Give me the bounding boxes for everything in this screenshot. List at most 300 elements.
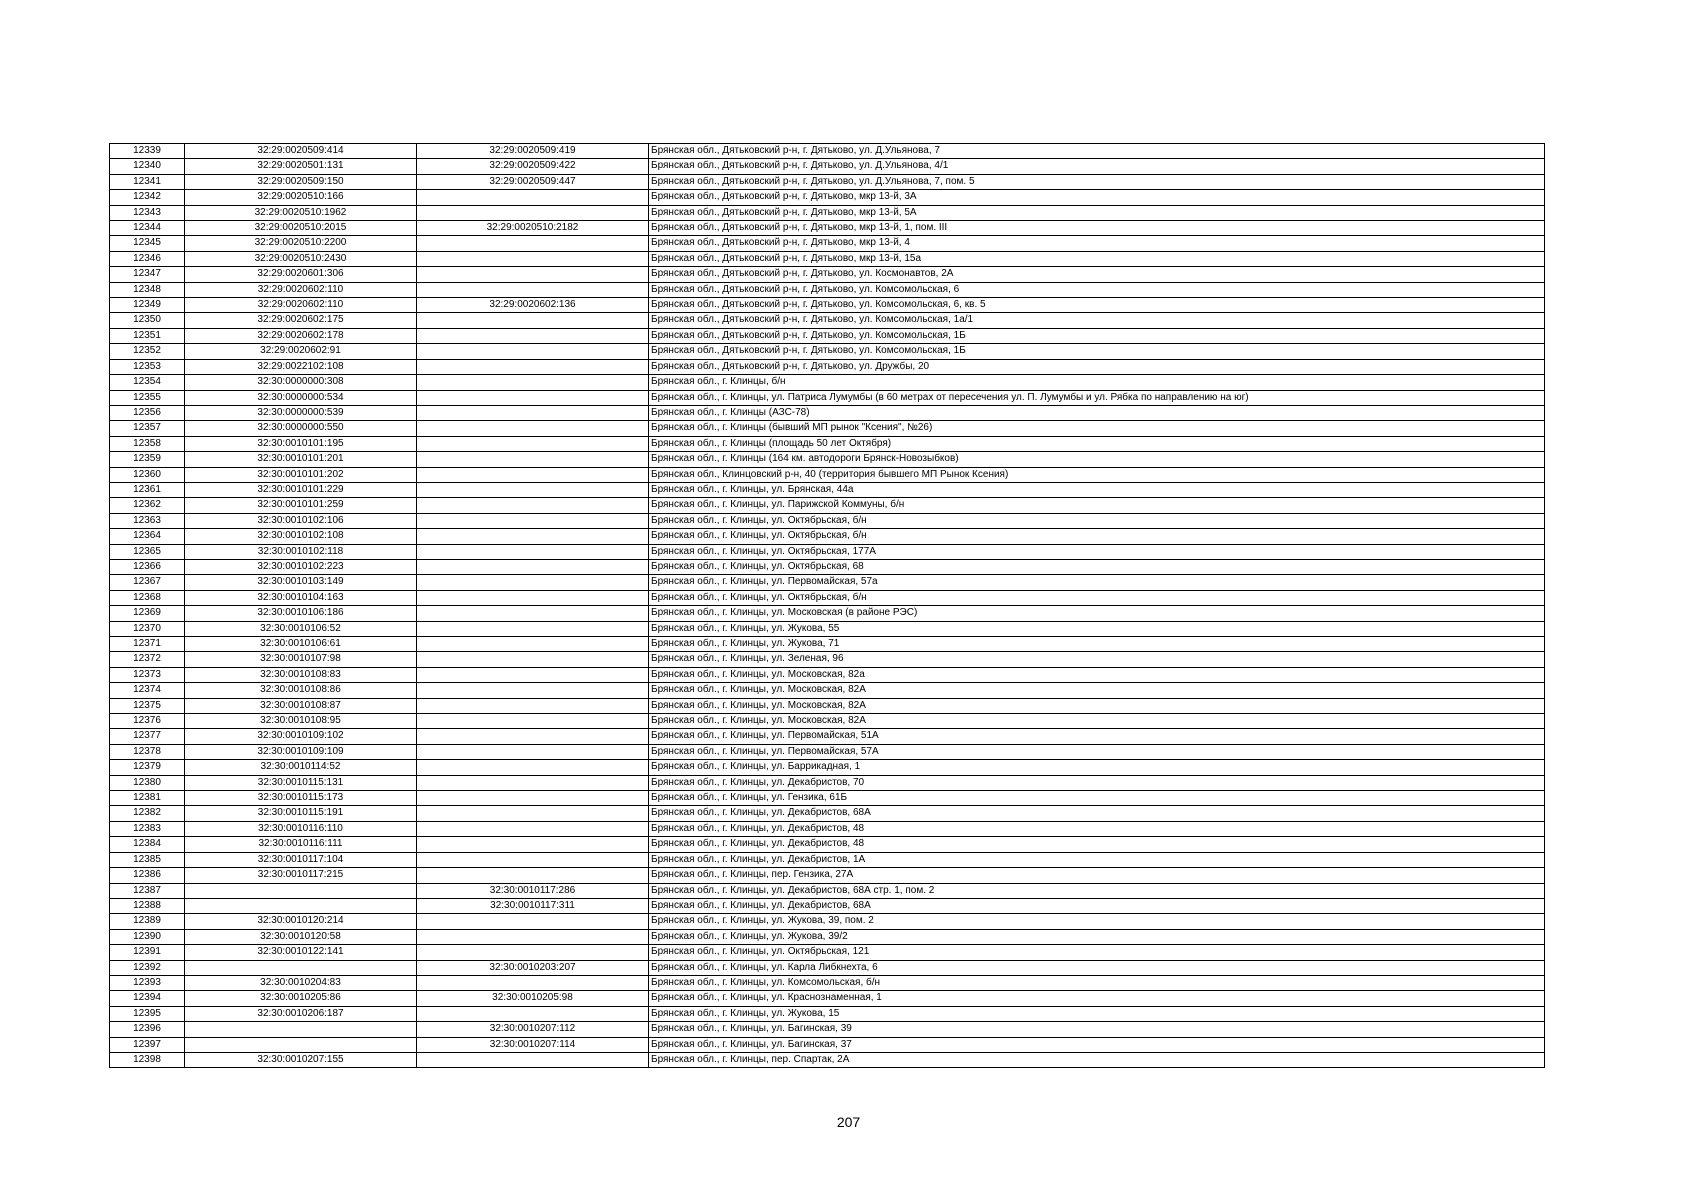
cadastral-number-cell: 32:30:0010107:98 [185,652,417,667]
table-row [110,529,1545,544]
cadastral-number-cell: 32:30:0010108:86 [185,683,417,698]
address-cell: Брянская обл., г. Клинцы, ул. Октябрьская, б/н [649,529,1545,544]
address-cell: Брянская обл., г. Клинцы (АЗС-78) [649,405,1545,420]
address-cell: Брянская обл., Дятьковский р-н, г. Дятьково, мкр 13-й, 4 [649,236,1545,251]
address-cell: Брянская обл., г. Клинцы, ул. Первомайская, 51А [649,729,1545,744]
row-number-cell: 12395 [110,1006,185,1021]
related-cadastral-number-cell [417,929,649,944]
address-cell: Брянская обл., г. Клинцы (площадь 50 лет Октября) [649,436,1545,451]
table-row [110,513,1545,528]
row-number-cell: 12360 [110,467,185,482]
cadastral-number-cell: 32:30:0010101:259 [185,498,417,513]
row-number-cell: 12363 [110,513,185,528]
cadastral-number-cell: 32:30:0010102:223 [185,559,417,574]
address-cell: Брянская обл., г. Клинцы, ул. Брянская, 44а [649,482,1545,497]
cadastral-number-cell: 32:30:0010101:195 [185,436,417,451]
table-row [110,421,1545,436]
table-row [110,960,1545,975]
cadastral-number-cell: 32:30:0010108:95 [185,714,417,729]
address-cell: Брянская обл., г. Клинцы (бывший МП рынок "Ксения", №26) [649,421,1545,436]
address-cell: Брянская обл., г. Клинцы, ул. Багинская, 37 [649,1037,1545,1052]
table-row [110,267,1545,282]
cadastral-number-cell: 32:29:0020602:110 [185,298,417,313]
related-cadastral-number-cell [417,698,649,713]
row-number-cell: 12342 [110,190,185,205]
related-cadastral-number-cell [417,190,649,205]
cadastral-number-cell: 32:30:0010115:191 [185,806,417,821]
table-row [110,575,1545,590]
cadastral-number-cell: 32:29:0020510:2430 [185,251,417,266]
row-number-cell: 12373 [110,667,185,682]
address-cell: Брянская обл., г. Клинцы, ул. Гензика, 61Б [649,791,1545,806]
row-number-cell: 12366 [110,559,185,574]
table-row [110,868,1545,883]
cadastral-number-cell: 32:29:0020602:175 [185,313,417,328]
address-cell: Брянская обл., г. Клинцы, ул. Карла Либкнехта, 6 [649,960,1545,975]
cadastral-number-cell [185,960,417,975]
table-row [110,975,1545,990]
address-cell: Брянская обл., Дятьковский р-н, г. Дятьково, ул. Д.Ульянова, 7 [649,144,1545,159]
cadastral-number-cell: 32:30:0010101:229 [185,482,417,497]
cadastral-number-cell: 32:30:0000000:539 [185,405,417,420]
related-cadastral-number-cell [417,313,649,328]
address-cell: Брянская обл., г. Клинцы, ул. Баррикадная, 1 [649,760,1545,775]
related-cadastral-number-cell [417,945,649,960]
row-number-cell: 12341 [110,174,185,189]
cadastral-number-cell: 32:29:0020510:166 [185,190,417,205]
related-cadastral-number-cell: 32:30:0010203:207 [417,960,649,975]
address-cell: Брянская обл., г. Клинцы, ул. Первомайская, 57А [649,744,1545,759]
row-number-cell: 12347 [110,267,185,282]
property-registry-table [109,143,1545,1068]
row-number-cell: 12372 [110,652,185,667]
row-number-cell: 12378 [110,744,185,759]
row-number-cell: 12358 [110,436,185,451]
related-cadastral-number-cell [417,714,649,729]
table-row [110,1006,1545,1021]
table-row [110,590,1545,605]
table-row [110,467,1545,482]
table-row [110,652,1545,667]
related-cadastral-number-cell [417,236,649,251]
address-cell: Брянская обл., г. Клинцы, ул. Жукова, 39/2 [649,929,1545,944]
cadastral-number-cell: 32:29:0020602:178 [185,328,417,343]
row-number-cell: 12339 [110,144,185,159]
related-cadastral-number-cell: 32:30:0010117:286 [417,883,649,898]
address-cell: Брянская обл., г. Клинцы, пер. Гензика, 27А [649,868,1545,883]
row-number-cell: 12354 [110,375,185,390]
page-number: 207 [836,1114,861,1130]
related-cadastral-number-cell [417,359,649,374]
row-number-cell: 12357 [110,421,185,436]
related-cadastral-number-cell [417,729,649,744]
row-number-cell: 12394 [110,991,185,1006]
row-number-cell: 12396 [110,1022,185,1037]
address-cell: Брянская обл., г. Клинцы, ул. Жукова, 55 [649,621,1545,636]
cadastral-number-cell: 32:30:0010108:83 [185,667,417,682]
row-number-cell: 12343 [110,205,185,220]
related-cadastral-number-cell [417,544,649,559]
cadastral-number-cell: 32:30:0010120:214 [185,914,417,929]
cadastral-number-cell: 32:30:0010101:201 [185,452,417,467]
address-cell: Брянская обл., Дятьковский р-н, г. Дятьково, ул. Д.Ульянова, 7, пом. 5 [649,174,1545,189]
table-row [110,821,1545,836]
table-row [110,714,1545,729]
cadastral-number-cell: 32:30:0010109:109 [185,744,417,759]
related-cadastral-number-cell [417,529,649,544]
table-row [110,929,1545,944]
cadastral-number-cell: 32:29:0022102:108 [185,359,417,374]
row-number-cell: 12368 [110,590,185,605]
row-number-cell: 12355 [110,390,185,405]
cadastral-number-cell: 32:29:0020510:1962 [185,205,417,220]
address-cell: Брянская обл., г. Клинцы, ул. Жукова, 71 [649,637,1545,652]
row-number-cell: 12384 [110,837,185,852]
related-cadastral-number-cell [417,837,649,852]
related-cadastral-number-cell [417,821,649,836]
cadastral-number-cell [185,898,417,913]
row-number-cell: 12381 [110,791,185,806]
table-row [110,637,1545,652]
cadastral-number-cell: 32:30:0010122:141 [185,945,417,960]
related-cadastral-number-cell [417,806,649,821]
table-row [110,775,1545,790]
address-cell: Брянская обл., г. Клинцы, ул. Парижской Коммуны, б/н [649,498,1545,513]
table-row [110,791,1545,806]
related-cadastral-number-cell: 32:29:0020509:419 [417,144,649,159]
related-cadastral-number-cell: 32:30:0010205:98 [417,991,649,1006]
cadastral-number-cell: 32:30:0010114:52 [185,760,417,775]
table-row [110,744,1545,759]
table-row [110,806,1545,821]
cadastral-number-cell [185,1037,417,1052]
cadastral-number-cell: 32:30:0010102:118 [185,544,417,559]
table-row [110,683,1545,698]
address-cell: Брянская обл., Дятьковский р-н, г. Дятьково, ул. Комсомольская, 1а/1 [649,313,1545,328]
row-number-cell: 12352 [110,344,185,359]
related-cadastral-number-cell: 32:29:0020510:2182 [417,221,649,236]
table-row [110,837,1545,852]
table-row [110,544,1545,559]
cadastral-number-cell: 32:30:0010115:131 [185,775,417,790]
table-row [110,729,1545,744]
row-number-cell: 12370 [110,621,185,636]
row-number-cell: 12389 [110,914,185,929]
related-cadastral-number-cell: 32:29:0020509:447 [417,174,649,189]
address-cell: Брянская обл., Дятьковский р-н, г. Дятьково, ул. Комсомольская, 6, кв. 5 [649,298,1545,313]
cadastral-number-cell: 32:29:0020602:91 [185,344,417,359]
related-cadastral-number-cell [417,559,649,574]
related-cadastral-number-cell: 32:29:0020509:422 [417,159,649,174]
cadastral-number-cell: 32:30:0010101:202 [185,467,417,482]
address-cell: Брянская обл., г. Клинцы, ул. Московская, 82А [649,698,1545,713]
address-cell: Брянская обл., г. Клинцы, ул. Октябрьская, б/н [649,590,1545,605]
cadastral-number-cell: 32:30:0010106:61 [185,637,417,652]
table-row [110,174,1545,189]
cadastral-number-cell: 32:29:0020601:306 [185,267,417,282]
cadastral-number-cell: 32:29:0020509:414 [185,144,417,159]
related-cadastral-number-cell [417,498,649,513]
table-row [110,405,1545,420]
related-cadastral-number-cell [417,667,649,682]
cadastral-number-cell: 32:29:0020510:2200 [185,236,417,251]
row-number-cell: 12386 [110,868,185,883]
related-cadastral-number-cell [417,251,649,266]
related-cadastral-number-cell [417,344,649,359]
address-cell: Брянская обл., г. Клинцы, б/н [649,375,1545,390]
cadastral-number-cell: 32:30:0010117:104 [185,852,417,867]
row-number-cell: 12356 [110,405,185,420]
table-row [110,621,1545,636]
address-cell: Брянская обл., г. Клинцы, ул. Декабристов, 48 [649,821,1545,836]
table-row [110,945,1545,960]
cadastral-number-cell [185,883,417,898]
related-cadastral-number-cell [417,760,649,775]
related-cadastral-number-cell [417,914,649,929]
cadastral-number-cell: 32:30:0010115:173 [185,791,417,806]
address-cell: Брянская обл., Дятьковский р-н, г. Дятьково, ул. Д.Ульянова, 4/1 [649,159,1545,174]
address-cell: Брянская обл., г. Клинцы, ул. Патриса Лумумбы (в 60 метрах от пересечения ул. П. Лумумбы и ул. Рябка по направлению на юг) [649,390,1545,405]
table-row [110,221,1545,236]
related-cadastral-number-cell [417,868,649,883]
table-row [110,390,1545,405]
cadastral-number-cell: 32:30:0010106:52 [185,621,417,636]
related-cadastral-number-cell [417,1006,649,1021]
row-number-cell: 12365 [110,544,185,559]
related-cadastral-number-cell [417,621,649,636]
row-number-cell: 12383 [110,821,185,836]
row-number-cell: 12346 [110,251,185,266]
related-cadastral-number-cell [417,405,649,420]
table-row [110,190,1545,205]
address-cell: Брянская обл., г. Клинцы, ул. Краснознаменная, 1 [649,991,1545,1006]
table-row [110,452,1545,467]
address-cell: Брянская обл., г. Клинцы, ул. Декабристов, 68А [649,806,1545,821]
related-cadastral-number-cell [417,791,649,806]
row-number-cell: 12340 [110,159,185,174]
row-number-cell: 12350 [110,313,185,328]
cadastral-number-cell: 32:30:0010102:108 [185,529,417,544]
related-cadastral-number-cell [417,375,649,390]
address-cell: Брянская обл., Дятьковский р-н, г. Дятьково, ул. Космонавтов, 2А [649,267,1545,282]
table-row [110,344,1545,359]
row-number-cell: 12379 [110,760,185,775]
related-cadastral-number-cell [417,467,649,482]
address-cell: Брянская обл., г. Клинцы, ул. Октябрьская, б/н [649,513,1545,528]
cadastral-number-cell: 32:30:0010106:186 [185,606,417,621]
related-cadastral-number-cell: 32:30:0010117:311 [417,898,649,913]
table-row [110,375,1545,390]
address-cell: Брянская обл., г. Клинцы, ул. Комсомольская, б/н [649,975,1545,990]
address-cell: Брянская обл., г. Клинцы, ул. Октябрьская, 177А [649,544,1545,559]
row-number-cell: 12380 [110,775,185,790]
cadastral-number-cell: 32:30:0010204:83 [185,975,417,990]
address-cell: Брянская обл., Дятьковский р-н, г. Дятьково, ул. Комсомольская, 1Б [649,328,1545,343]
address-cell: Брянская обл., Дятьковский р-н, г. Дятьково, ул. Комсомольская, 1Б [649,344,1545,359]
address-cell: Брянская обл., Дятьковский р-н, г. Дятьково, мкр 13-й, 3А [649,190,1545,205]
address-cell: Брянская обл., г. Клинцы, ул. Московская (в районе РЭС) [649,606,1545,621]
table-row [110,991,1545,1006]
related-cadastral-number-cell [417,267,649,282]
table-row [110,251,1545,266]
row-number-cell: 12369 [110,606,185,621]
related-cadastral-number-cell [417,975,649,990]
address-cell: Брянская обл., г. Клинцы, ул. Жукова, 15 [649,1006,1545,1021]
table-row [110,328,1545,343]
related-cadastral-number-cell [417,513,649,528]
table-row [110,1022,1545,1037]
table-row [110,914,1545,929]
cadastral-number-cell: 32:30:0010103:149 [185,575,417,590]
row-number-cell: 12397 [110,1037,185,1052]
row-number-cell: 12349 [110,298,185,313]
cadastral-number-cell: 32:29:0020501:131 [185,159,417,174]
row-number-cell: 12377 [110,729,185,744]
row-number-cell: 12367 [110,575,185,590]
table-row [110,498,1545,513]
related-cadastral-number-cell [417,390,649,405]
related-cadastral-number-cell [417,575,649,590]
related-cadastral-number-cell: 32:29:0020602:136 [417,298,649,313]
related-cadastral-number-cell [417,328,649,343]
related-cadastral-number-cell [417,775,649,790]
registry-table-body [110,144,1545,1068]
address-cell: Брянская обл., г. Клинцы, ул. Декабристов, 68А стр. 1, пом. 2 [649,883,1545,898]
address-cell: Брянская обл., г. Клинцы, ул. Зеленая, 96 [649,652,1545,667]
table-row [110,1052,1545,1067]
address-cell: Брянская обл., г. Клинцы, ул. Багинская, 39 [649,1022,1545,1037]
related-cadastral-number-cell [417,421,649,436]
related-cadastral-number-cell [417,744,649,759]
related-cadastral-number-cell [417,282,649,297]
address-cell: Брянская обл., Дятьковский р-н, г. Дятьково, мкр 13-й, 5А [649,205,1545,220]
row-number-cell: 12361 [110,482,185,497]
row-number-cell: 12398 [110,1052,185,1067]
related-cadastral-number-cell [417,1052,649,1067]
cadastral-number-cell: 32:29:0020602:110 [185,282,417,297]
address-cell: Брянская обл., г. Клинцы, ул. Московская, 82А [649,714,1545,729]
cadastral-number-cell: 32:30:0010207:155 [185,1052,417,1067]
table-row [110,606,1545,621]
related-cadastral-number-cell [417,205,649,220]
address-cell: Брянская обл., г. Клинцы (164 км. автодороги Брянск-Новозыбков) [649,452,1545,467]
table-row [110,1037,1545,1052]
table-row [110,559,1545,574]
row-number-cell: 12374 [110,683,185,698]
address-cell: Брянская обл., г. Клинцы, ул. Декабристов, 1А [649,852,1545,867]
cadastral-number-cell: 32:30:0000000:308 [185,375,417,390]
address-cell: Брянская обл., Дятьковский р-н, г. Дятьково, ул. Дружбы, 20 [649,359,1545,374]
related-cadastral-number-cell [417,482,649,497]
cadastral-number-cell: 32:30:0010116:110 [185,821,417,836]
row-number-cell: 12359 [110,452,185,467]
row-number-cell: 12375 [110,698,185,713]
address-cell: Брянская обл., г. Клинцы, ул. Октябрьская, 121 [649,945,1545,960]
table-row [110,698,1545,713]
table-row [110,205,1545,220]
cadastral-number-cell: 32:30:0000000:534 [185,390,417,405]
row-number-cell: 12382 [110,806,185,821]
table-row [110,436,1545,451]
cadastral-number-cell: 32:30:0010104:163 [185,590,417,605]
row-number-cell: 12351 [110,328,185,343]
related-cadastral-number-cell [417,637,649,652]
related-cadastral-number-cell [417,436,649,451]
address-cell: Брянская обл., г. Клинцы, ул. Октябрьская, 68 [649,559,1545,574]
table-row [110,282,1545,297]
row-number-cell: 12362 [110,498,185,513]
related-cadastral-number-cell [417,590,649,605]
row-number-cell: 12371 [110,637,185,652]
table-row [110,667,1545,682]
table-row [110,898,1545,913]
table-row [110,760,1545,775]
address-cell: Брянская обл., г. Клинцы, ул. Жукова, 39, пом. 2 [649,914,1545,929]
address-cell: Брянская обл., Дятьковский р-н, г. Дятьково, мкр 13-й, 15а [649,251,1545,266]
row-number-cell: 12392 [110,960,185,975]
row-number-cell: 12387 [110,883,185,898]
related-cadastral-number-cell [417,652,649,667]
cadastral-number-cell: 32:30:0010205:86 [185,991,417,1006]
row-number-cell: 12388 [110,898,185,913]
row-number-cell: 12391 [110,945,185,960]
address-cell: Брянская обл., г. Клинцы, ул. Декабристов, 70 [649,775,1545,790]
cadastral-number-cell: 32:30:0010120:58 [185,929,417,944]
table-row [110,883,1545,898]
address-cell: Брянская обл., г. Клинцы, ул. Декабристов, 48 [649,837,1545,852]
cadastral-number-cell: 32:30:0010116:111 [185,837,417,852]
cadastral-number-cell: 32:30:0000000:550 [185,421,417,436]
cadastral-number-cell: 32:29:0020509:150 [185,174,417,189]
address-cell: Брянская обл., Клинцовский р-н, 40 (территория бывшего МП Рынок Ксения) [649,467,1545,482]
address-cell: Брянская обл., г. Клинцы, ул. Московская, 82А [649,683,1545,698]
cadastral-number-cell: 32:30:0010206:187 [185,1006,417,1021]
address-cell: Брянская обл., Дятьковский р-н, г. Дятьково, мкр 13-й, 1, пом. III [649,221,1545,236]
address-cell: Брянская обл., г. Клинцы, пер. Спартак, 2А [649,1052,1545,1067]
cadastral-number-cell: 32:29:0020510:2015 [185,221,417,236]
table-row [110,313,1545,328]
row-number-cell: 12390 [110,929,185,944]
address-cell: Брянская обл., г. Клинцы, ул. Первомайская, 57а [649,575,1545,590]
row-number-cell: 12353 [110,359,185,374]
address-cell: Брянская обл., г. Клинцы, ул. Московская, 82а [649,667,1545,682]
cadastral-number-cell: 32:30:0010109:102 [185,729,417,744]
table-row [110,359,1545,374]
related-cadastral-number-cell: 32:30:0010207:114 [417,1037,649,1052]
table-row [110,852,1545,867]
related-cadastral-number-cell [417,683,649,698]
cadastral-number-cell: 32:30:0010117:215 [185,868,417,883]
address-cell: Брянская обл., Дятьковский р-н, г. Дятьково, ул. Комсомольская, 6 [649,282,1545,297]
row-number-cell: 12376 [110,714,185,729]
table-row [110,159,1545,174]
row-number-cell: 12364 [110,529,185,544]
cadastral-number-cell [185,1022,417,1037]
row-number-cell: 12345 [110,236,185,251]
table-row [110,144,1545,159]
row-number-cell: 12393 [110,975,185,990]
row-number-cell: 12344 [110,221,185,236]
table-row [110,298,1545,313]
row-number-cell: 12385 [110,852,185,867]
related-cadastral-number-cell [417,452,649,467]
cadastral-number-cell: 32:30:0010108:87 [185,698,417,713]
row-number-cell: 12348 [110,282,185,297]
table-row [110,482,1545,497]
related-cadastral-number-cell [417,852,649,867]
table-row [110,236,1545,251]
related-cadastral-number-cell: 32:30:0010207:112 [417,1022,649,1037]
